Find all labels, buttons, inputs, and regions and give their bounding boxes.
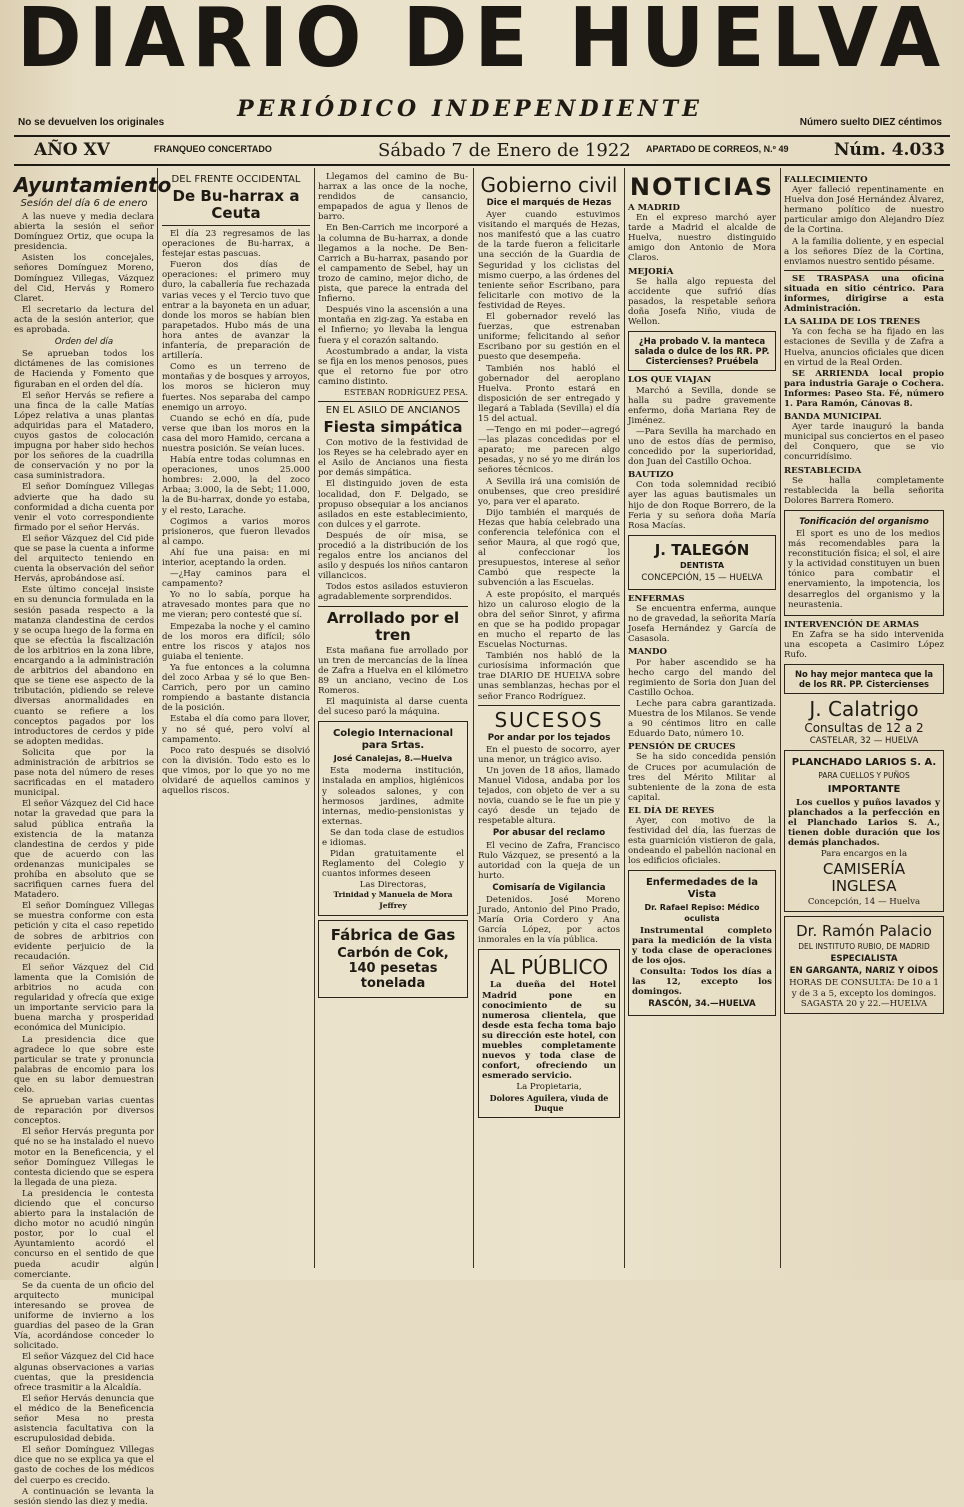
ad-address: CONCEPCIÓN, 15 — HUELVA — [641, 572, 763, 583]
ad-text: Los cuellos y puños lavados y planchados a la perfección en el Planchado Larios S. A., tienen doble duración que los demás planchados. — [788, 797, 940, 848]
paragraph: En el expreso marchó ayer tarde a Madrid el alcalde de Huelva, nuestro distinguido amigo don Antonio de Mora Claros. — [628, 213, 776, 264]
ad-talegon — [628, 535, 776, 590]
issue-number: Núm. 4.033 — [834, 140, 945, 160]
section-heading: FALLECIMIENTO — [784, 175, 868, 185]
paragraph: La presidencia le contesta diciendo que el concurso abierto para la instalación de dicho motor no acudió ningún postor, por lo cual el Ayuntamiento acordó el concurso en el sentido de que pueda acudir algún comerciante. — [14, 1188, 154, 1280]
paragraph: En el puesto de socorro, ayer una menor, un trágico aviso. — [478, 744, 620, 765]
paragraph: Cuando se echó en día, pude verse que iban los moros en la casa del moro Hamido, cercana a nuestra posición. Se veían luces. — [162, 413, 310, 454]
article-title: De Bu-harrax a Ceuta — [172, 187, 300, 222]
paragraph: Se da cuenta de un oficio del arquitecto municipal interesando se provea de uniforme de invierno a los guardias del paseo de la Gran Vía, acordándose conceder lo solicitado. — [14, 1280, 154, 1352]
separator — [318, 606, 468, 607]
box-text: El sport es uno de los medios más recomendables para la reconstitución física; el sol, el aire y la actividad constituyen un buen tónico para combatir el enervamiento, la impotencia, los desarreglos del organismo y la neurastenia. — [788, 529, 940, 610]
paragraph: —¿Hay caminos para el campamento? — [162, 569, 310, 590]
paragraph: Leche para cabra garantizada. Muestra de los Milanos. Se vende a 90 céntimos litro en calle Eduardo Dato, número 10. — [628, 698, 776, 740]
column-frente — [162, 172, 310, 1268]
ad-title: Colegio Internacional para Srtas. — [332, 728, 454, 752]
column-ayuntamiento — [14, 172, 172, 1507]
paragraph: Fueron dos días de operaciones: el primero muy duro, la caballería fue rechazada varias veces y el Tercio tuvo que entrar a la bayoneta en un aduar, donde los moros se habían bien parapetados. Hubo más de una hora antes de avanzar la infantería, de preparación de artillería. — [162, 260, 310, 362]
section-heading: ENFERMAS — [628, 594, 685, 604]
column-divider — [157, 168, 158, 1268]
paragraph: En Zafra se ha sido intervenida una escopeta a Casimiro López Rufo. — [784, 629, 944, 661]
paragraph: Solicita que por la administración de arbitrios se pase nota del número de reses sacrificadas en el matadero municipal. — [14, 747, 154, 799]
ad-subtitle: PARA CUELLOS Y PUÑOS — [818, 771, 910, 781]
paragraph: Poco rato después se disolvió con la división. Todo esto es lo que vimos, por lo que yo no me olvidaré de aquellos caminos y aquellos riscos. — [162, 745, 310, 797]
paragraph: Con toda solemnidad recibió ayer las aguas bautismales un hijo de don Roque Borrero, de la Feria y su señora doña María Rosa Macías. — [628, 480, 776, 531]
ad-colegio — [318, 721, 468, 915]
ad-heading: IMPORTANTE — [827, 783, 901, 795]
article-title: SUCESOS — [494, 707, 604, 732]
ad-title: Fábrica de Gas — [330, 925, 456, 944]
paragraph: Detenidos. José Moreno Jurado, Antonio del Pino Prado, María Oria Cordero y Ana García López, por actos inmorales en la vía pública. — [478, 895, 620, 946]
paragraph: El gobernador reveló las fuerzas, que estrenaban uniforme; felicitando al señor Escribano por su gestión en el puesto que desempeña. — [478, 312, 620, 363]
article-title: Gobierno civil — [480, 173, 618, 197]
section-heading: MEJORÍA — [628, 266, 674, 277]
paragraph: El secretario da lectura del acta de la sesión anterior, que es aprobada. — [14, 304, 154, 336]
ad-subtitle: DENTISTA — [679, 560, 725, 570]
paragraph: El señor Hervás denuncia que el médico de la Beneficencia señor Mesa no presta asistencia facultativa con la escrupulosidad debida. — [14, 1393, 154, 1445]
section-heading: RESTABLECIDA — [784, 465, 862, 476]
paragraph: El maquinista al darse cuenta del suceso paró la máquina. — [318, 697, 468, 718]
section-heading: A MADRID — [628, 203, 680, 213]
ad-al-publico — [478, 949, 620, 1117]
top-rule — [14, 135, 950, 137]
article-kicker: DEL FRENTE OCCIDENTAL — [171, 174, 301, 185]
column-gobierno — [478, 172, 620, 1268]
paragraph: El señor Domínguez Villegas dice que no se explica ya que el gasto de coches de los médicos del cuerpo es crecido. — [14, 1445, 154, 1486]
ad-address: RASCÓN, 34.—HUELVA — [648, 999, 756, 1010]
paragraph: Después vino la ascensión a una montaña en zig-zag. Ya estaba en el Infierno; yo llevaba la lengua fuera y el corazón saltando. — [318, 305, 468, 346]
promo-manteca: No hay mejor manteca que la de los RR. PP. Cistercienses — [784, 664, 944, 694]
paragraph: Había entre todas columnas en operaciones, unos 25.000 hombres: 2.000, la del zoco Arbaa; 3.000, la de Sebt; 11.000, la de Bu-harrax, donde yo estaba, y el resto, Larache. — [162, 455, 310, 516]
column-right — [784, 172, 944, 1268]
paragraph: Todos estos asilados estuvieron agradablemente sorprendidos. — [318, 582, 468, 603]
paragraph: El señor Vázquez del Cid lamenta que la Comisión de arbitrios no acuda con regularidad y ofrecía que exige un importante servicio para la buena marcha y prosperidad económica del Municipio. — [14, 962, 154, 1034]
ad-palacio — [784, 916, 944, 1014]
paragraph: Por haber ascendido se ha hecho cargo del mando del regimiento de Soria don Juan del Castillo Ochoa. — [628, 657, 776, 698]
column-divider — [314, 168, 315, 1268]
franqueo: FRANQUEO CONCERTADO — [154, 144, 272, 154]
paragraph: Ayer tarde inauguró la banda municipal sus conciertos en el paseo del Conquero, que se vio concurridísimo. — [784, 422, 944, 463]
section-heading: EL DÍA DE REYES — [628, 805, 715, 816]
ad-text: Se dan toda clase de estudios e idiomas. — [322, 827, 464, 848]
section-heading: Comisaría de Vigilancia — [492, 882, 606, 893]
article-title: Fiesta simpática — [323, 418, 463, 437]
article-subtitle: Por andar por los tejados — [487, 732, 611, 743]
column-divider — [473, 168, 474, 1268]
paragraph: Yo no lo sabía, porque ha atravesado montes para que no me vieran; pero contesté que sí. — [162, 590, 310, 621]
box-title: Tonificación del organismo — [799, 516, 929, 527]
ad-title: Enfermedades de la Vista — [645, 877, 759, 901]
notice: SE ARRIENDA local propio para industria Garaje o Cochera. Informes: Paseo Sta. Fé, número 1. Para Ramón, Cánovas 8. — [784, 368, 944, 409]
paragraph: Se aprueban todos los dictámenes de las comisiones de Hacienda y Fomento que figuraban en el orden del día. — [14, 349, 154, 390]
paragraph: Ya fue entonces a la columna del zoco Arbaa y sé lo que Ben-Carrich, pero por un camino rompiendo a bastante distancia de la posición. — [162, 662, 310, 714]
year: AÑO XV — [34, 140, 110, 160]
ad-signature: Trinidad y Manuela de Mora Jeffrey — [333, 890, 453, 910]
section-heading: Orden del día — [54, 337, 114, 348]
separator — [784, 270, 944, 271]
ad-vista — [628, 870, 776, 1016]
apartado: APARTADO DE CORREOS, N.º 49 — [646, 144, 789, 154]
paragraph: Ayer falleció repentinamente en Huelva don José Hernández Álvarez, hermano político de nuestro particular amigo don Alejandro Díez de la Cortina. — [784, 185, 944, 236]
paragraph: La presidencia dice que agradece lo que sobre este particular se trate y pronuncia palabras de encomio para los que en su labor demuestran celo. — [14, 1034, 154, 1095]
paragraph: Asisten los concejales, señores Domínguez Moreno, Domínguez Villegas, Vázquez del Cid, Hervás y Romero Claret. — [14, 253, 154, 304]
promo-manteca: ¿Ha probado V. la manteca salada o dulce de los RR. PP. Cistercienses? Pruébela — [628, 331, 776, 371]
issue-date: Sábado 7 de Enero de 1922 — [378, 140, 631, 161]
separator — [162, 225, 310, 226]
ad-planchado — [784, 750, 944, 912]
ad-title: J. TALEGÓN — [654, 540, 750, 559]
dateline — [14, 138, 950, 162]
ad-subtitle: José Canalejas, 8.—Huelva — [333, 754, 453, 764]
paragraph: Se encuentra enferma, aunque no de gravedad, la señorita María Josefa Hernández y García de Casasola. — [628, 604, 776, 645]
paragraph: El día 23 regresamos de las operaciones de Bu-harrax, a festejar estas pascuas. — [162, 229, 310, 260]
paragraph: Un joven de 18 años, llamado Manuel Vidosa, andaba por los tejados, con objeto de ver a su novia, cuando se le fue un pie y cayó desde un tejado de respetable altura. — [478, 765, 620, 827]
ad-text: Para encargos en la — [820, 848, 908, 859]
ad-subtitle: Dr. Rafael Repiso: Médico oculista — [644, 903, 760, 923]
ad-title: Dr. Ramón Palacio — [796, 922, 932, 941]
paragraph: Llegamos del camino de Bu-harrax a las once de la noche, rendidos de cansancio, empapados de agua y llenos de barro. — [318, 172, 468, 223]
ad-text: Carbón de Cok, 140 pesetas tonelada — [337, 945, 449, 991]
signature: ESTEBAN RODRÍGUEZ PESA. — [344, 387, 468, 397]
paragraph: Ahí fue una paisa: en mi interior, aceptando la orden. — [162, 547, 310, 568]
paragraph: A este propósito, el marqués hizo un caluroso elogio de la obra del señor Sinrot, y afirma en que se ha podido propagar en mucho el reparto de las Escuelas Nocturnas. — [478, 589, 620, 651]
paragraph: Ayer cuando estuvimos visitando el marqués de Hezas, nos manifestó que a las cuatro de la tarde fueron a felicitarle una sección de la Guardia de Seguridad y los ciclistas del mismo cuerpo, a las órdenes del teniente señor Escribano, para felicitarle con motivo de la festividad de Reyes. — [478, 210, 620, 311]
section-heading: MANDO — [628, 647, 667, 658]
paragraph: Estaba el día como para llover, y no sé qué, pero volví al campamento. — [162, 714, 310, 745]
paragraph: Empezaba la noche y el camino de los moros era difícil; sólo entre los riscos y atajos nos guiaba el teniente. — [162, 621, 310, 662]
section-heading: Por abusar del reclamo — [492, 828, 606, 839]
ad-signature: Dolores Aguilera, viuda de Duque — [489, 1092, 609, 1113]
ad-subtitle: DEL INSTITUTO RUBIO, DE MADRID — [798, 942, 930, 952]
paragraph: Marchó a Sevilla, donde se halla su padre gravemente enfermo, doña Mariana Rey de Jiménez. — [628, 385, 776, 426]
paragraph: Esta mañana fue arrollado por un tren de mercancías de la línea de Zafra a Huelva en el kilómetro 89 un anciano, vecino de Los Romeros. — [318, 645, 468, 696]
paragraph: Dijo también el marqués de Hezas que había celebrado una conferencia telefónica con el señor Maura, al que rogó que, al confeccionar los presupuestos, interese al señor Cambó que respecte la subvención a las Escuelas. — [478, 507, 620, 589]
paragraph: Acostumbrado a andar, la vista se fija en los menos penosos, pues que el retorno fue por otro camino distinto. — [318, 346, 468, 387]
dateline-rule — [14, 164, 950, 166]
ad-gas — [318, 920, 468, 998]
paragraph: —Para Sevilla ha marchado en uno de estos días de permiso, concedido por la superioridad, don Juan del Castillo Ochoa. — [628, 426, 776, 468]
ad-text: La dueña del Hotel Madrid pone en conocimiento de su numerosa clientela, que desde esta fecha toma bajo su dirección este hotel, con muebles completamente nuevos y toda clase de confort, ofreciendo un esmerado servicio. — [482, 980, 616, 1082]
ad-text: Esta moderna institución, instalada en amplios, higiénicos y soleados salones, y con hermosos jardines, admite internas, medio-pensionistas y externas. — [322, 766, 464, 827]
paragraph: Se halla algo repuesta del accidente que sufrió días pasados, la respetable señora doña Josefa Niño, viuda de Wellon. — [628, 276, 776, 328]
ad-text: Pidan gratuitamente el Reglamento del Colegio y cuantos informes deseen — [322, 849, 464, 880]
right-note: Número suelto DIEZ céntimos — [799, 117, 942, 128]
masthead-title: DIARIO DE HUELVA — [16, 0, 948, 86]
paragraph: También nos habló el gobernador del aeroplano Huelva. Pronto estará en disposición de ser entregado y llegará a Tablada (Sevilla) el día 15 del actual. — [478, 363, 620, 424]
ad-hours: HORAS DE CONSULTA: De 10 a 1 y de 3 a 5, excepto los domingos. — [789, 978, 939, 999]
paragraph: El señor Vázquez del Cid hace notar la gravedad que para la salud pública entraña la existencia de la matanza clandestina de cerdos y pide que de acuerdo con las ordenanzas municipales se prohíba en absoluto que se sacrifiquen carnes fuera del Matadero. — [14, 799, 154, 901]
column-noticias — [628, 172, 776, 1268]
column-divider — [624, 168, 625, 1268]
paragraph: —Tengo en mi poder—agregó—las plazas concedidas por el aparato; me parecen algo pesadas, y no sé yo me dirán los señores técnicos. — [478, 425, 620, 476]
article-subtitle: Sesión del día 6 de enero — [20, 198, 148, 209]
section-heading: PENSIÓN DE CRUCES — [628, 742, 736, 753]
ad-address: CASTELAR, 32 — HUELVA — [809, 736, 919, 747]
masthead-subtitle: PERIÓDICO INDEPENDIENTE — [237, 96, 703, 122]
separator — [478, 705, 620, 706]
paragraph: A la familia doliente, y en especial a los señores Díez de la Cortina, enviamos nuestro sentido pésame. — [784, 236, 944, 267]
column-asilo — [318, 172, 468, 1268]
paragraph: El señor Hervás se refiere a una finca de la calle Matías López relativa a unas plantas adquiridas para el Matadero, cuyos gastos de colocación impugna por haber sido hechos por los señores de la cuadrilla de conservación y no por la casa suministradora. — [14, 390, 154, 482]
paragraph: Ayer, con motivo de la festividad del día, las fuerzas de esta guarnición vistieron de gala, ondeando el pabellón nacional en los edificios oficiales. — [628, 815, 776, 867]
paragraph: A Sevilla irá una comisión de onubenses, que creo presidiré yo, para ver el aparato. — [478, 476, 620, 507]
section-heading: BAUTIZO — [628, 470, 674, 481]
ad-title: PLANCHADO LARIOS S. A. — [791, 757, 937, 769]
ad-signature: La Propietaria, — [516, 1082, 582, 1093]
ad-shop: CAMISERÍA INGLESA — [822, 860, 906, 896]
section-heading: INTERVENCIÓN DE ARMAS — [784, 619, 920, 630]
ad-subtitle: Consultas de 12 a 2 — [804, 721, 924, 736]
article-title: Ayuntamiento — [14, 173, 172, 197]
paragraph: Con motivo de la festividad de los Reyes se ha celebrado ayer en el Asilo de Ancianos una fiesta por demás simpática. — [318, 438, 468, 479]
notice: SE TRASPASA una oficina situada en sitio céntrico. Para informes, dirigirse a esta Administración. — [784, 273, 944, 315]
paragraph: Cogimos a varios moros prisioneros, que fueron llevados al campo. — [162, 516, 310, 547]
box-tonificacion — [784, 510, 944, 616]
article-subtitle: Dice el marqués de Hezas — [486, 198, 612, 208]
article-title: NOTICIAS — [629, 173, 775, 201]
paragraph: Se aprueban varias cuentas de reparación por diversos conceptos. — [14, 1096, 154, 1127]
left-note: No se devuelven los originales — [18, 117, 165, 128]
ad-heading: ESPECIALISTA — [830, 954, 898, 965]
ad-address: Concepción, 14 — Huelva — [807, 897, 921, 908]
article-title: Arrollado por el tren — [326, 608, 460, 644]
paragraph: El distinguido joven de esta localidad, don F. Delgado, se propuso obsequiar a los ancianos asilados en este establecimiento, con dulces y el garrote. — [318, 479, 468, 530]
paragraph: Ya con fecha se ha fijado en las estaciones de Sevilla y de Zafra a Huelva, anuncios oficiales que dicen en virtud de la Real Orden. — [784, 327, 944, 368]
ad-text: EN GARGANTA, NARIZ Y OÍDOS — [789, 966, 939, 977]
ad-address: SAGASTA 20 y 22.—HUELVA — [800, 998, 928, 1009]
separator — [318, 401, 468, 402]
ad-title: J. Calatrigo — [809, 697, 919, 722]
paragraph: Este último concejal insiste en su denuncia formulada en la sesión pasada respecto a la matanza clandestina de cerdos y se ocupa luego de la forma en que se efectúa la fiscalización de los arbitrios en la zona libre, encargando a la administración de arbitrios del abandono en que se tiene ese aspecto de la tributación, pidiendo se releve diversas anormalidades en cuanto se refiere a los conceptos pagados por los introductores de cerdos y pide se adopten medidas. — [14, 585, 154, 747]
paragraph: Después de oír misa, se procedió a la distribución de los regalos entre los ancianos del asilo y después los niños cantaron villancicos. — [318, 530, 468, 582]
paragraph: A continuación se levanta la sesión siendo las diez y media. — [14, 1486, 154, 1507]
paragraph: El señor Hervás pregunta por qué no se ha instalado el nuevo motor en la Beneficencia, y el señor Domínguez Villegas le contesta diciendo que se espera la llegada de una pieza. — [14, 1127, 155, 1188]
section-heading: LOS QUE VIAJAN — [628, 375, 712, 386]
ad-title: AL PÚBLICO — [489, 955, 609, 980]
ad-signature: Las Directoras, — [359, 880, 427, 891]
paragraph: El señor Domínguez Villegas advierte que ha dado su conformidad a dicha cuenta por venir el voto correspondiente firmado por el señor Hervás. — [14, 482, 154, 533]
ad-text: Consulta: Todos los días a las 12, excepto los domingos. — [632, 967, 772, 998]
ad-text: Instrumental completo para la medición de la vista y toda clase de operaciones de los ojos. — [632, 925, 772, 966]
paragraph: También nos habló de la curiosísima información que trae DIARIO DE HUELVA sobre unas semblanzas, hechas por el señor Franco Rodríguez. — [478, 651, 620, 702]
paragraph: En Ben-Carrich me incorporé a la columna de Bu-harrax, a donde llegamos a la noche. De Ben-Carrich a Bu-harrax, pasando por el campamento de Sebel, hay un trozo de camino, mejor dicho, de pista, que parece la entrada del Infierno. — [318, 223, 468, 305]
column-divider — [780, 168, 781, 1268]
paragraph: Como es un terreno de montañas y de bosques y arroyos, los moros se hicieron muy fuertes. Nos separaba del campo enemigo un arroyo. — [162, 362, 310, 413]
paragraph: El señor Domínguez Villegas se muestra conforme con esta petición y cita el caso repetido de sobres de arbitrios con evidente perjuicio de la recaudación. — [14, 901, 154, 962]
article-kicker: EN EL ASILO DE ANCIANOS — [325, 405, 461, 417]
paragraph: Se halla completamente restablecida la bella señorita Dolores Barrera Romero. — [784, 475, 944, 506]
paragraph: El vecino de Zafra, Francisco Rulo Vázquez, se presentó a la autoridad con la queja de un hurto. — [478, 840, 620, 881]
paragraph: Se ha sido concedida pensión de Cruces por acumulación de tres del Mérito Militar al subteniente de la zona de esta capital. — [628, 752, 776, 803]
paragraph: El señor Vázquez del Cid pide que se pase la cuenta a informe del arquitecto teniendo en cuenta la observación del señor Hervás, aprobándose así. — [14, 533, 154, 585]
paragraph: El señor Vázquez del Cid hace algunas observaciones a varias cuentas, que la presidencia ofrece trasmitir a la Alcaldía. — [14, 1352, 154, 1393]
section-heading: BANDA MUNICIPAL — [784, 412, 882, 423]
paragraph: A las nueve y media declara abierta la sesión el señor Domínguez Ortiz, que ocupa la presidencia. — [14, 212, 154, 253]
section-heading: LA SALIDA DE LOS TRENES — [784, 317, 921, 328]
